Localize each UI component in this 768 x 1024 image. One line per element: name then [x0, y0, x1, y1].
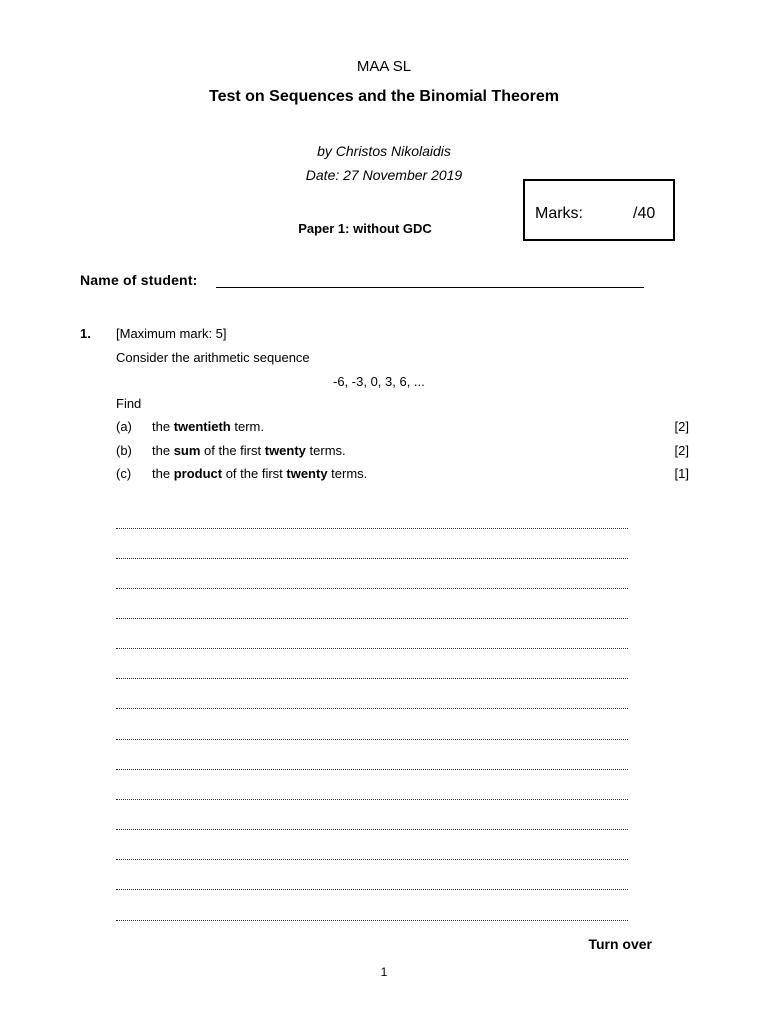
question-intro: Consider the arithmetic sequence — [116, 350, 310, 365]
answer-line[interactable] — [116, 558, 628, 559]
answer-line[interactable] — [116, 708, 628, 709]
part-c-text: the product of the first twenty terms. — [152, 466, 368, 481]
part-c-label: (c) — [116, 466, 132, 481]
author: by Christos Nikolaidis — [317, 143, 451, 159]
answer-line[interactable] — [116, 588, 628, 589]
answer-line[interactable] — [116, 739, 628, 740]
answer-line[interactable] — [116, 678, 628, 679]
answer-line[interactable] — [116, 829, 628, 830]
part-a-label: (a) — [116, 419, 132, 434]
part-a-mark: [2] — [674, 419, 689, 434]
max-mark: [Maximum mark: 5] — [116, 326, 227, 341]
answer-line[interactable] — [116, 799, 628, 800]
marks-total: /40 — [633, 205, 656, 222]
answer-line[interactable] — [116, 769, 628, 770]
paper-label: Paper 1: without GDC — [298, 221, 432, 236]
question-number: 1. — [80, 326, 91, 341]
answer-line[interactable] — [116, 859, 628, 860]
part-b-label: (b) — [116, 443, 132, 458]
sequence: -6, -3, 0, 3, 6, ... — [333, 374, 425, 389]
turn-over: Turn over — [588, 936, 652, 952]
answer-line[interactable] — [116, 889, 628, 890]
answer-line[interactable] — [116, 648, 628, 649]
part-b-text: the sum of the first twenty terms. — [152, 443, 346, 458]
marks-label: Marks: — [535, 205, 583, 222]
student-name-label: Name of student: — [80, 272, 198, 288]
part-b-mark: [2] — [674, 443, 689, 458]
answer-line[interactable] — [116, 528, 628, 529]
test-date: Date: 27 November 2019 — [305, 167, 463, 183]
find-label: Find — [116, 396, 142, 411]
student-name-line[interactable] — [216, 287, 644, 288]
part-a-text: the twentieth term. — [152, 419, 264, 434]
answer-line[interactable] — [116, 618, 628, 619]
page-number: 1 — [380, 965, 388, 979]
part-c-mark: [1] — [674, 466, 689, 481]
course-code: MAA SL — [356, 58, 412, 75]
test-title: Test on Sequences and the Binomial Theorem — [209, 88, 559, 105]
answer-line[interactable] — [116, 920, 628, 921]
marks-box — [523, 179, 675, 241]
